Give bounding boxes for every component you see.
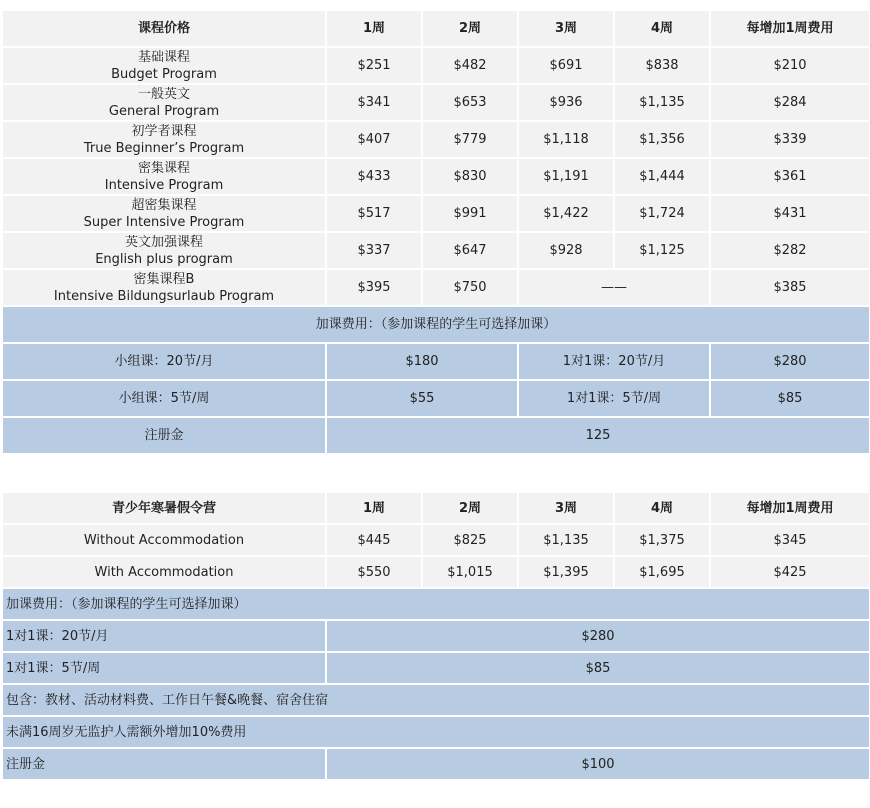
header-week4: 4周: [615, 11, 709, 46]
course-name: 基础课程 Budget Program: [3, 48, 325, 83]
course-name: 一般英文 General Program: [3, 85, 325, 120]
price-week4: $1,724: [615, 196, 709, 231]
price-week4: $1,356: [615, 122, 709, 157]
price-week4: $1,125: [615, 233, 709, 268]
table-row: [3, 122, 869, 157]
registration-label: 注册金: [3, 749, 325, 779]
price-extra-week: $345: [711, 525, 869, 555]
table-row: [3, 344, 869, 379]
price-week1: $433: [327, 159, 421, 194]
under16-note: 未满16周岁无监护人需额外增加10%费用: [3, 717, 869, 747]
registration-value: $100: [327, 749, 869, 779]
registration-label: 注册金: [3, 418, 325, 453]
group5-price: $55: [327, 381, 517, 416]
extras-title-row: [3, 589, 869, 619]
table-row: [3, 48, 869, 83]
price-week1: $337: [327, 233, 421, 268]
price-week1: $251: [327, 48, 421, 83]
table-row: [3, 717, 869, 747]
table-row: [3, 653, 869, 683]
price-extra-week: $431: [711, 196, 869, 231]
course-name: 英文加强课程 English plus program: [3, 233, 325, 268]
price-week2: $647: [423, 233, 517, 268]
one20-label: 1对1课：20节/月: [3, 621, 325, 651]
camp-table-header: [3, 493, 869, 523]
table-row: [3, 233, 869, 268]
price-table-header: [3, 11, 869, 46]
price-week1: $407: [327, 122, 421, 157]
price-week1: $445: [327, 525, 421, 555]
course-name: 密集课程 Intensive Program: [3, 159, 325, 194]
youth-camp-table: [1, 491, 870, 781]
header-week3: 3周: [519, 493, 613, 523]
one5-price: $85: [711, 381, 869, 416]
price-week4: $1,135: [615, 85, 709, 120]
price-week3: $936: [519, 85, 613, 120]
one5-label: 1对1课：5节/周: [519, 381, 709, 416]
header-extra-week: 每增加1周费用: [711, 493, 869, 523]
group20-label: 小组课：20节/月: [3, 344, 325, 379]
course-name: 密集课程B Intensive Bildungsurlaub Program: [3, 270, 325, 305]
table-row: [3, 270, 869, 305]
table-row: [3, 381, 869, 416]
table-row: [3, 525, 869, 555]
price-week3: $691: [519, 48, 613, 83]
price-week3: $1,395: [519, 557, 613, 587]
extras-title: 加课费用：（参加课程的学生可选择加课）: [3, 589, 869, 619]
one5-price: $85: [327, 653, 869, 683]
header-week1: 1周: [327, 11, 421, 46]
header-week4: 4周: [615, 493, 709, 523]
price-week2: $750: [423, 270, 517, 305]
header-extra-week: 每增加1周费用: [711, 11, 869, 46]
price-extra-week: $339: [711, 122, 869, 157]
table-row: [3, 159, 869, 194]
registration-value: 125: [327, 418, 869, 453]
price-week2: $825: [423, 525, 517, 555]
one20-price: $280: [327, 621, 869, 651]
table-row: [3, 685, 869, 715]
price-extra-week: $282: [711, 233, 869, 268]
price-extra-week: $284: [711, 85, 869, 120]
price-week3: $1,118: [519, 122, 613, 157]
price-extra-week: $385: [711, 270, 869, 305]
course-name: 初学者课程 True Beginner’s Program: [3, 122, 325, 157]
price-extra-week: $210: [711, 48, 869, 83]
price-week2: $653: [423, 85, 517, 120]
price-week1: $517: [327, 196, 421, 231]
header-week2: 2周: [423, 11, 517, 46]
price-week1: $395: [327, 270, 421, 305]
price-week2: $482: [423, 48, 517, 83]
price-week1: $341: [327, 85, 421, 120]
price-week4: $1,444: [615, 159, 709, 194]
price-week2: $830: [423, 159, 517, 194]
price-week4: $1,375: [615, 525, 709, 555]
table-row: [3, 196, 869, 231]
price-week1: $550: [327, 557, 421, 587]
table-row: [3, 621, 869, 651]
one20-price: $280: [711, 344, 869, 379]
extras-title-row: [3, 307, 869, 342]
header-course: 课程价格: [3, 11, 325, 46]
price-week3: $1,422: [519, 196, 613, 231]
course-price-table: [1, 9, 870, 455]
price-week3: $1,191: [519, 159, 613, 194]
price-week4: $838: [615, 48, 709, 83]
price-week3: $928: [519, 233, 613, 268]
header-week1: 1周: [327, 493, 421, 523]
one5-label: 1对1课：5节/周: [3, 653, 325, 683]
price-week3-4-na: ——: [519, 270, 709, 305]
header-week3: 3周: [519, 11, 613, 46]
table-row: [3, 749, 869, 779]
price-week4: $1,695: [615, 557, 709, 587]
camp-option: Without Accommodation: [3, 525, 325, 555]
extras-title: 加课费用：（参加课程的学生可选择加课）: [3, 307, 869, 342]
header-week2: 2周: [423, 493, 517, 523]
price-extra-week: $361: [711, 159, 869, 194]
price-week3: $1,135: [519, 525, 613, 555]
price-week2: $1,015: [423, 557, 517, 587]
table-row: [3, 557, 869, 587]
price-week2: $779: [423, 122, 517, 157]
price-week2: $991: [423, 196, 517, 231]
table-row: [3, 85, 869, 120]
includes-note: 包含：教材、活动材料费、工作日午餐&晚餐、宿舍住宿: [3, 685, 869, 715]
course-name: 超密集课程 Super Intensive Program: [3, 196, 325, 231]
table-row: [3, 418, 869, 453]
one20-label: 1对1课：20节/月: [519, 344, 709, 379]
camp-option: With Accommodation: [3, 557, 325, 587]
group20-price: $180: [327, 344, 517, 379]
group5-label: 小组课：5节/周: [3, 381, 325, 416]
header-camp: 青少年寒暑假令营: [3, 493, 325, 523]
price-extra-week: $425: [711, 557, 869, 587]
